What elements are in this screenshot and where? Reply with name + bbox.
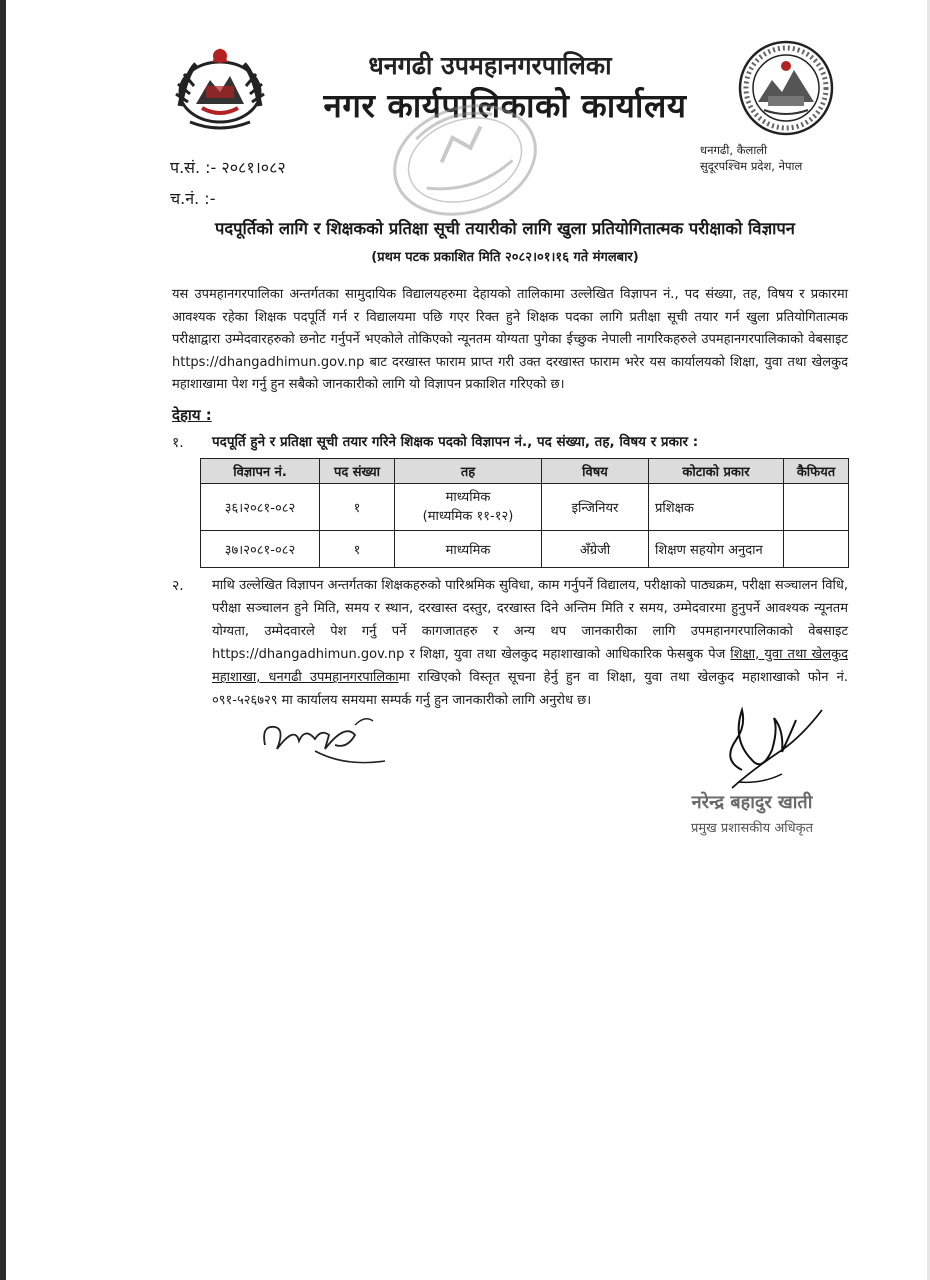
cell-subject: इन्जिनियर	[542, 484, 649, 531]
municipal-seal-icon	[738, 40, 834, 136]
cell-level: माध्यमिक	[395, 531, 542, 568]
cell-level	[395, 484, 542, 531]
item-1-heading: पदपूर्ति हुने र प्रतिक्षा सूची तयार गरिने शिक्षक पदको विज्ञापन नं., पद संख्या, तह, विषय र प्रकार :	[212, 434, 699, 450]
scan-edge	[0, 0, 6, 1280]
cell-quota-type: प्रशिक्षक	[649, 484, 784, 531]
initials-signature-icon	[255, 705, 395, 775]
cell-level-main: माध्यमिक	[445, 490, 491, 505]
facebook-page-name: शिक्षा, युवा तथा खेलकुद महाशाखा, धनगढी उपमहानगरपालिका	[212, 647, 848, 685]
address-city: धनगढी, कैलाली	[700, 143, 768, 157]
signatory-name: नरेन्द्र बहादुर खाती	[691, 792, 813, 813]
signatory-title: प्रमुख प्रशासकीय अधिकृत	[690, 821, 814, 836]
column-header: विषय	[542, 459, 649, 484]
address-province: सुदूरपश्चिम प्रदेश, नेपाल	[700, 159, 803, 173]
column-header: पद संख्या	[320, 459, 395, 484]
cell-level-sub: (माध्यमिक ११-१२)	[422, 509, 514, 524]
cell-remarks	[784, 484, 849, 531]
table-header-row	[201, 459, 849, 484]
office-stamp-icon	[380, 95, 550, 225]
cell-post-count: १	[320, 531, 395, 568]
dispatch-number: च.नं. :-	[170, 189, 216, 208]
item-2-text-part1: माथि उल्लेखित विज्ञापन अन्तर्गतका शिक्षकहरुको पारिश्रमिक सुविधा, काम गर्नुपर्ने विद्यालय, परीक्षाको पाठ्यक्रम, परीक्षा सञ्चालन विधि, परीक्षा सञ्चालन हुने मिति, समय र स्थान, दरखास्त दस्तुर, दरखास्त दिने अन्तिम मिति र समय, उम्मेदवारमा हुनुपर्ने आवश्यक न्यूनतम योग्यता, उम्मेदवारले पेश गर्नु पर्ने कागजातहरु र अन्य थप जानकारीका लागि उपमहानगरपालिकाको वेबसाइट https://dhangadhimun.gov.np र शिक्षा, युवा तथा खेलकुद महाशाखाको आधिकारिक फेसबुक पेज	[212, 578, 848, 662]
item-2-number: २.	[172, 578, 184, 594]
office-name: नगर कार्यपालिकाको कार्यालय	[323, 86, 687, 125]
column-header: विज्ञापन नं.	[201, 459, 320, 484]
cell-quota-type: शिक्षण सहयोग अनुदान	[649, 531, 784, 568]
notice-subtitle: (प्रथम पटक प्रकाशित मिति २०८२।०१।१६ गते मंगलबार)	[371, 250, 639, 265]
notice-title: पदपूर्तिको लागि र शिक्षकको प्रतिक्षा सूची तयारीको लागि खुला प्रतियोगितात्मक परीक्षाको विज्ञापन	[215, 219, 795, 238]
item-1-number: १.	[172, 435, 184, 451]
cell-advertisement-no: ३६।२०८१-०८२	[201, 484, 320, 531]
reference-block	[170, 152, 286, 214]
column-header: कैफियत	[784, 459, 849, 484]
municipality-name: धनगढी उपमहानगरपालिका	[368, 51, 612, 80]
item-2-text-part2: मा राखिएको विस्तृत सूचना हेर्नु हुन वा शिक्षा, युवा तथा खेलकुद महाशाखाको फोन नं. ०९१-५२६७२९ मा कार्यालय समयमा सम्पर्क गर्नु हुन जानकारीको लागि अनुरोध छ।	[212, 670, 848, 708]
officer-signature-icon	[712, 700, 832, 795]
cell-post-count: १	[320, 484, 395, 531]
item-2-paragraph	[212, 574, 848, 712]
cell-remarks	[784, 531, 849, 568]
column-header: कोटाको प्रकार	[649, 459, 784, 484]
office-address	[700, 142, 850, 174]
intro-paragraph: यस उपमहानगरपालिका अन्तर्गतका सामुदायिक विद्यालयहरुमा देहायको तालिकामा उल्लेखित विज्ञापन नं., पद संख्या, तह, विषय र प्रकारमा आवश्यक रहेका शिक्षक पदपूर्ति गर्न र विद्यालयमा पछि गएर रिक्त हुने शिक्षक पदका लागि प्रतीक्षा सूची तयार गर्न खुला प्रतियोगितात्मक परीक्षाद्वारा उम्मेदवारहरुको छनोट गर्नुपर्ने भएकोले तोकिएको न्यूनतम योग्यता पुगेका ईच्छुक नेपाली नागरिकहरुले उपमहानगरपालिकाको वेबसाइट https://dhangadhimun.gov.np बाट दरखास्त फाराम प्राप्त गरी उक्त दरखास्त फाराम भरेर यस कार्यालयको शिक्षा, युवा तथा खेलकुद महाशाखामा पेश गर्नु हुन सबैको जानकारीको लागि यो विज्ञापन प्रकाशित गरिएको छ।	[172, 287, 848, 392]
vacancy-table	[200, 458, 849, 568]
column-header: तह	[395, 459, 542, 484]
letter-number: प.सं. :- २०८१।०८२	[170, 158, 286, 177]
government-emblem-icon	[166, 44, 274, 136]
table-row	[201, 531, 849, 568]
table-row	[201, 484, 849, 531]
section-heading: देहाय :	[172, 406, 212, 424]
cell-subject: अँग्रेजी	[542, 531, 649, 568]
cell-advertisement-no: ३७।२०८१-०८२	[201, 531, 320, 568]
